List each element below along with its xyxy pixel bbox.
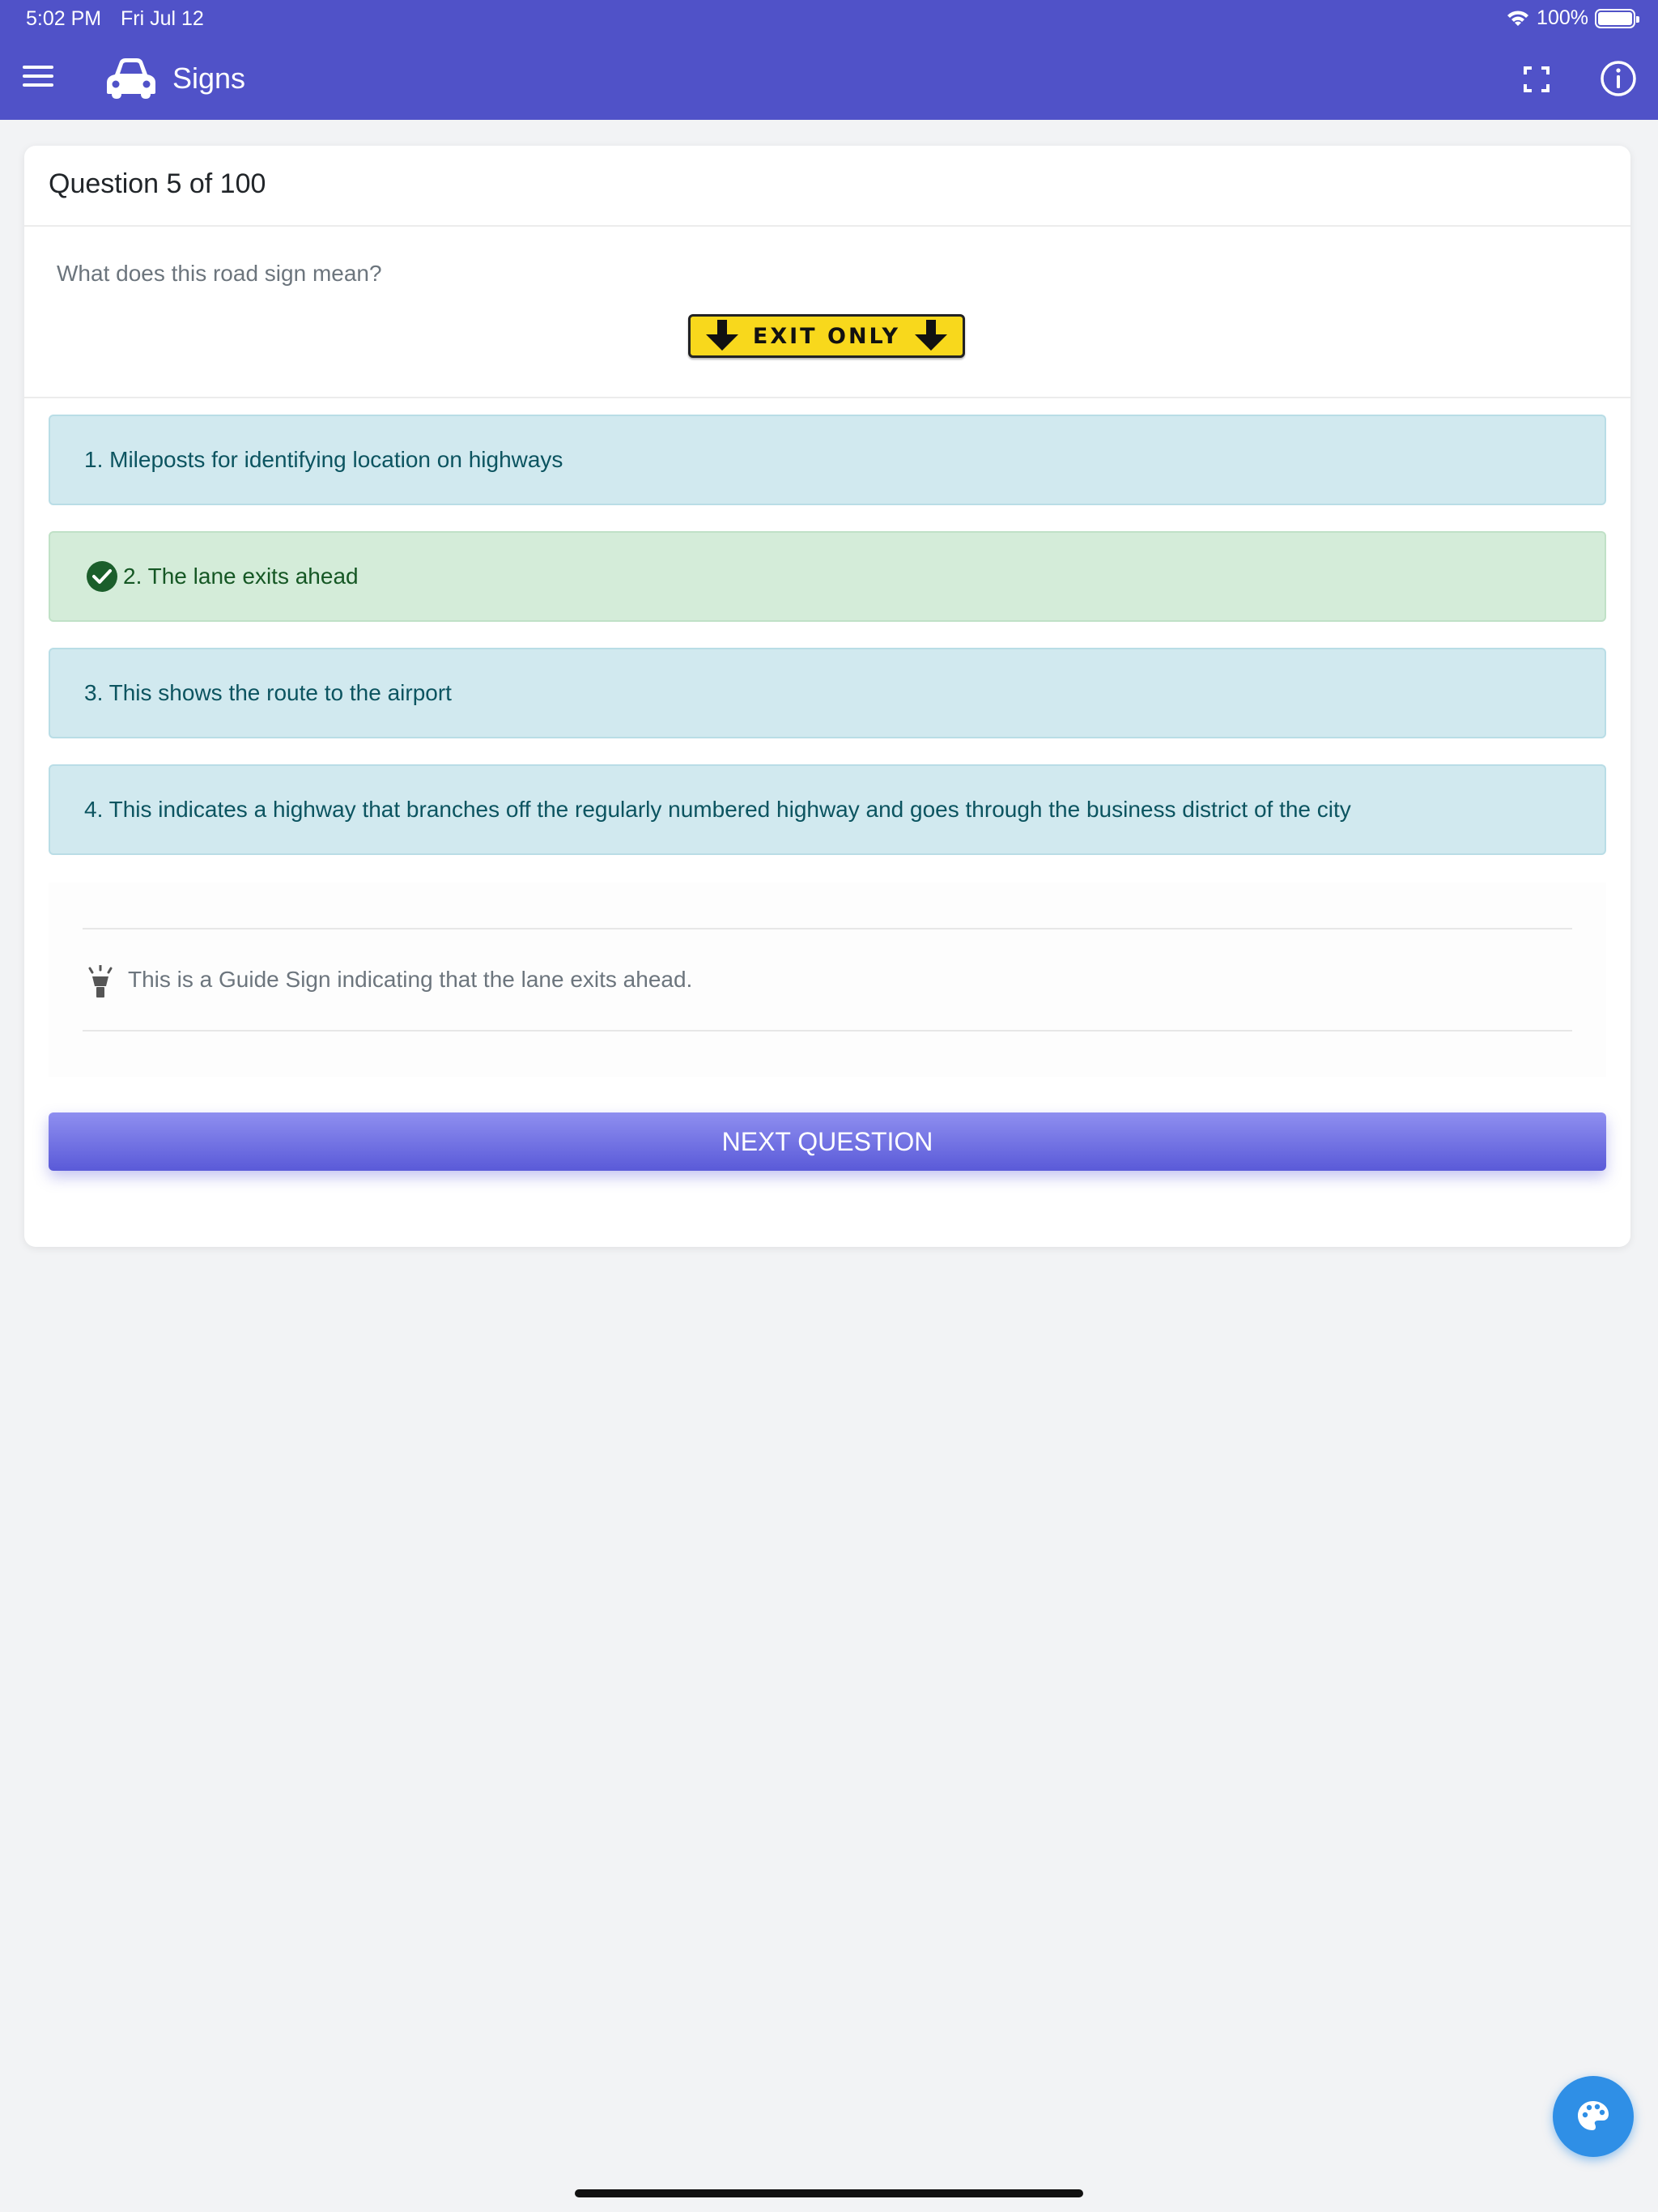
status-time: 5:02 PM: [26, 7, 102, 30]
answer-list: [49, 415, 1606, 881]
answer-label: 4. This indicates a highway that branches off the regularly numbered highway and goes through the business district of the city: [84, 797, 1351, 822]
question-progress: Question 5 of 100: [49, 168, 266, 199]
hamburger-menu-icon[interactable]: [21, 62, 60, 96]
status-bar: [0, 0, 1658, 37]
question-area: [24, 227, 1630, 398]
palette-icon: [1575, 2098, 1612, 2135]
theme-fab-button[interactable]: [1553, 2076, 1634, 2157]
down-arrow-icon: [912, 320, 950, 352]
battery-icon: [1595, 9, 1635, 28]
battery-percent: 100%: [1537, 6, 1588, 29]
answer-label: 2. The lane exits ahead: [123, 564, 359, 589]
explanation-text: This is a Guide Sign indicating that the lane exits ahead.: [128, 967, 693, 992]
status-indicators: [1506, 6, 1635, 30]
fullscreen-icon[interactable]: [1520, 63, 1553, 96]
answer-option-1[interactable]: [49, 415, 1606, 505]
next-question-button[interactable]: NEXT QUESTION: [49, 1112, 1606, 1171]
status-date: Fri Jul 12: [121, 7, 204, 30]
question-text: What does this road sign mean?: [57, 261, 382, 286]
answer-option-3[interactable]: [49, 648, 1606, 738]
explanation-box: [49, 883, 1606, 1077]
home-indicator: [575, 2189, 1083, 2197]
car-icon: [104, 53, 159, 102]
road-sign-image: [688, 314, 965, 358]
wifi-icon: [1506, 9, 1530, 28]
down-arrow-icon: [703, 320, 742, 352]
answer-label: 1. Mileposts for identifying location on highways: [84, 447, 563, 472]
lightbulb-icon: [86, 965, 115, 1001]
check-circle-icon: [86, 560, 118, 593]
info-icon[interactable]: [1598, 58, 1639, 99]
answer-option-2[interactable]: [49, 531, 1606, 622]
answer-option-4[interactable]: [49, 764, 1606, 855]
card-header: [24, 146, 1630, 227]
app-title: Signs: [172, 62, 246, 95]
answer-label: 3. This shows the route to the airport: [84, 680, 452, 705]
question-card: [24, 146, 1630, 1247]
explanation: [83, 928, 1572, 1032]
toolbar: [0, 40, 1658, 118]
app-bar: [0, 0, 1658, 120]
sign-text: EXIT ONLY: [752, 323, 901, 349]
